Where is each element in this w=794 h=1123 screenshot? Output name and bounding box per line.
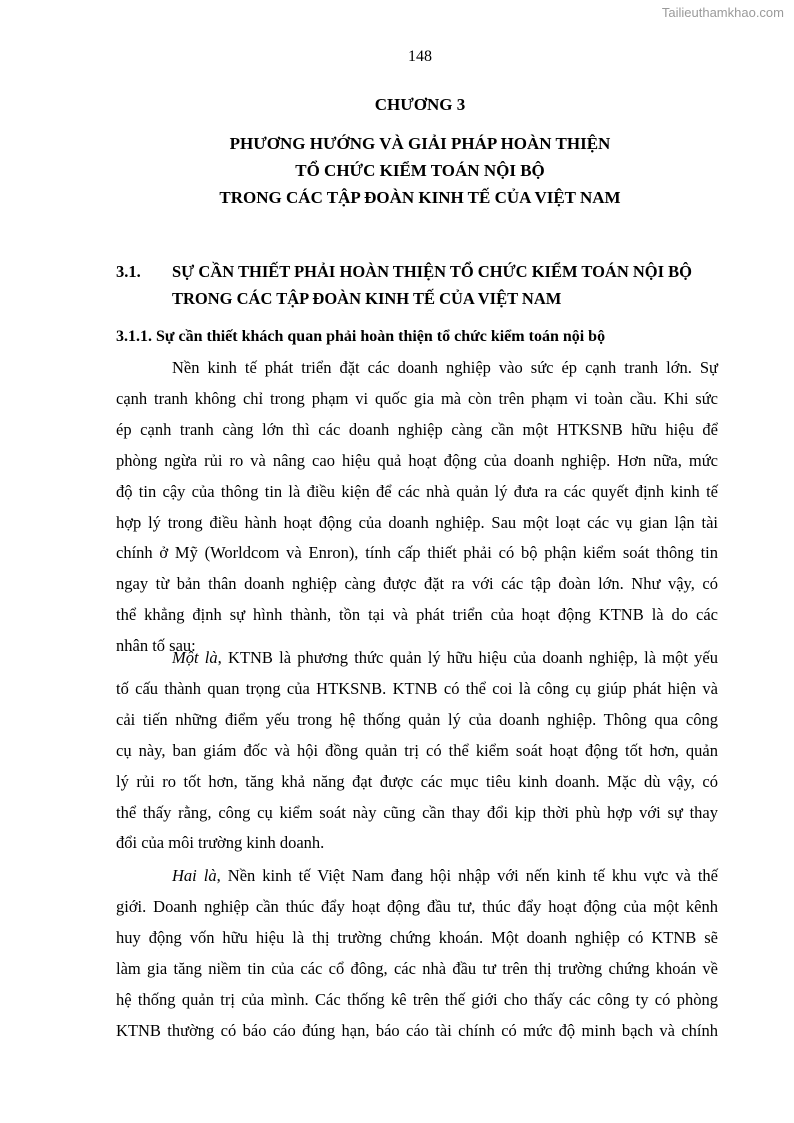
text-line [172,866,718,886]
text-line: hệ thống quản trị của mình. Các thống kê trên thế giới cho thấy các công ty có phòng [116,989,718,1009]
chapter-heading: CHƯƠNG 3 [374,95,466,114]
text-line: thể khẳng định sự hình thành, tồn tại và phát triển của hoạt động KTNB là do các [116,605,718,625]
text-line: làm gia tăng niềm tin của các cổ đông, các nhà đầu tư trên thị trường chứng khoán về [116,958,718,978]
text-line: thể thấy rằng, công cụ kiểm soát này cũng cần thay đổi kịp thời phù hợp với sự thay [116,802,718,822]
text-line: KTNB thường có báo cáo đúng hạn, báo cáo tài chính có mức độ minh bạch và chính [116,1020,718,1040]
chapter-title-line: TỔ CHỨC KIỂM TOÁN NỘI BỘ [295,161,545,180]
text-line: nhân tố sau: [116,636,196,656]
lead-phrase: Hai là [172,866,217,885]
watermark: Tailieuthamkhao.com [661,5,784,20]
lead-phrase: Một là [172,648,218,667]
text-line: độ tin cậy của thông tin là điều kiện để các nhà quản lý đưa ra các quyết định kinh tế [116,481,718,501]
chapter-title-line: TRONG CÁC TẬP ĐOÀN KINH TẾ CỦA VIỆT NAM [219,188,621,207]
section-number: 3.1. [116,262,141,281]
text-line: ép cạnh tranh càng lớn thì các doanh nghiệp càng cần một HTKSNB hữu hiệu để [116,419,718,439]
text-line: đổi của môi trường kinh doanh. [116,833,325,853]
text-line: tố cấu thành quan trọng của HTKSNB. KTNB có thể coi là công cụ giúp phát hiện và [116,678,718,698]
text-line: phòng ngừa rủi ro và nâng cao hiệu quả hoạt động của doanh nghiệp. Hơn nữa, mức [116,450,718,470]
text-line: cải tiến những điểm yếu trong hệ thống quản lý của doanh nghiệp. Thông qua công [116,709,718,729]
text-span: , KTNB là phương thức quản lý hữu hiệu của doanh nghiệp, là một yếu [217,648,718,667]
text-line: cạnh tranh không chỉ trong phạm vi quốc gia mà còn trên phạm vi toàn cầu. Khi sức [116,388,718,408]
chapter-title-line: PHƯƠNG HƯỚNG VÀ GIẢI PHÁP HOÀN THIỆN [229,134,611,153]
text-span: , Nền kinh tế Việt Nam đang hội nhập với nến kinh tế khu vực và thế [216,866,718,885]
text-line: ngay từ bản thân doanh nghiệp càng được đặt ra với các tập đoàn lớn. Như vậy, có [116,574,718,594]
text-line: cụ này, ban giám đốc và hội đồng quản trị có thể kiểm soát hoạt động tốt hơn, quản [116,740,718,760]
subsection-heading: 3.1.1. Sự cần thiết khách quan phải hoàn thiện tổ chức kiểm toán nội bộ [116,328,606,345]
text-line: hợp lý trong điều hành hoạt động của doanh nghiệp. Sau một loạt các vụ gian lận tài [116,512,718,532]
page-number: 148 [408,48,432,65]
text-line: chính ở Mỹ (Worldcom và Enron), tính cấp thiết phải có bộ phận kiểm soát thông tin [116,543,718,563]
text-line: Nền kinh tế phát triển đặt các doanh nghiệp vào sức ép cạnh tranh lớn. Sự [172,358,718,377]
text-line: giới. Doanh nghiệp cần thúc đẩy hoạt động đầu tư, thúc đẩy hoạt động của một kênh [116,896,718,916]
section-title-line: SỰ CẦN THIẾT PHẢI HOÀN THIỆN TỔ CHỨC KIỂM TOÁN NỘI BỘ [172,262,692,281]
text-line: lý rủi ro tốt hơn, tăng khả năng đạt được các mục tiêu kinh doanh. Mặc dù vậy, có [116,771,718,791]
text-line [172,648,718,668]
text-line: huy động vốn hữu hiệu là thị trường chứng khoán. Một doanh nghiệp có KTNB sẽ [116,927,718,947]
section-title-line: TRONG CÁC TẬP ĐOÀN KINH TẾ CỦA VIỆT NAM [172,289,562,308]
